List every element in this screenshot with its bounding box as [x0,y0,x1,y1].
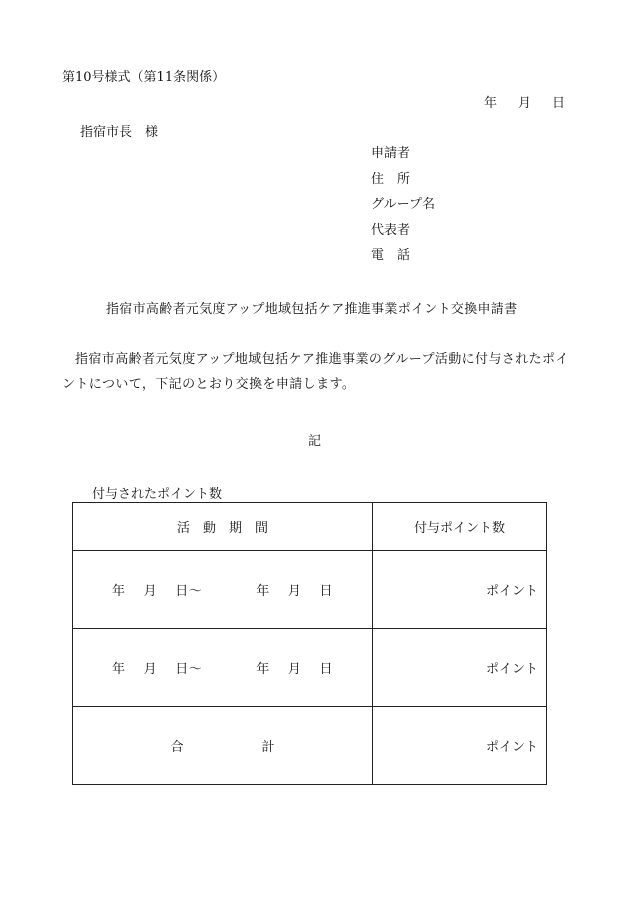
total-points-cell: ポイント [373,707,547,785]
table-header-row [73,503,547,551]
group-name-label: グループ名 [371,197,435,212]
address-label: 住 所 [371,171,411,187]
addressee: 指宿市長 様 [80,125,159,140]
applicant-block [371,144,435,272]
header-granted-points: 付与ポイント数 [373,503,547,551]
header-activity-period: 活 動 期 間 [73,503,373,551]
table-row [73,551,547,629]
representative-label: 代表者 [371,222,411,238]
period-cell: 年 月 日～ 年 月 日 [73,551,373,629]
total-label [73,707,373,785]
body-paragraph: 指宿市高齢者元気度アップ地域包括ケア推進事業のグループ活動に付与されたポイントについて，下記のとおり交換を申請します。 [62,352,569,392]
points-caption: 付与されたポイント数 [92,487,223,502]
points-cell: ポイント [373,551,547,629]
period-cell: 年 月 日～ 年 月 日 [73,629,373,707]
total-label-right: 計 [261,740,275,755]
form-number: 第10号様式（第11条関係） [62,70,226,85]
points-table [72,502,547,785]
ki-heading: 記 [308,434,322,449]
date-line: 年 月 日 [484,96,570,111]
total-label-left: 合 [170,740,184,755]
phone-label: 電 話 [371,248,411,263]
applicant-label: 申請者 [371,146,411,161]
table-total-row [73,707,547,785]
points-cell: ポイント [373,629,547,707]
document-title: 指宿市高齢者元気度アップ地域包括ケア推進事業ポイント交換申請書 [106,302,518,317]
table-row [73,629,547,707]
